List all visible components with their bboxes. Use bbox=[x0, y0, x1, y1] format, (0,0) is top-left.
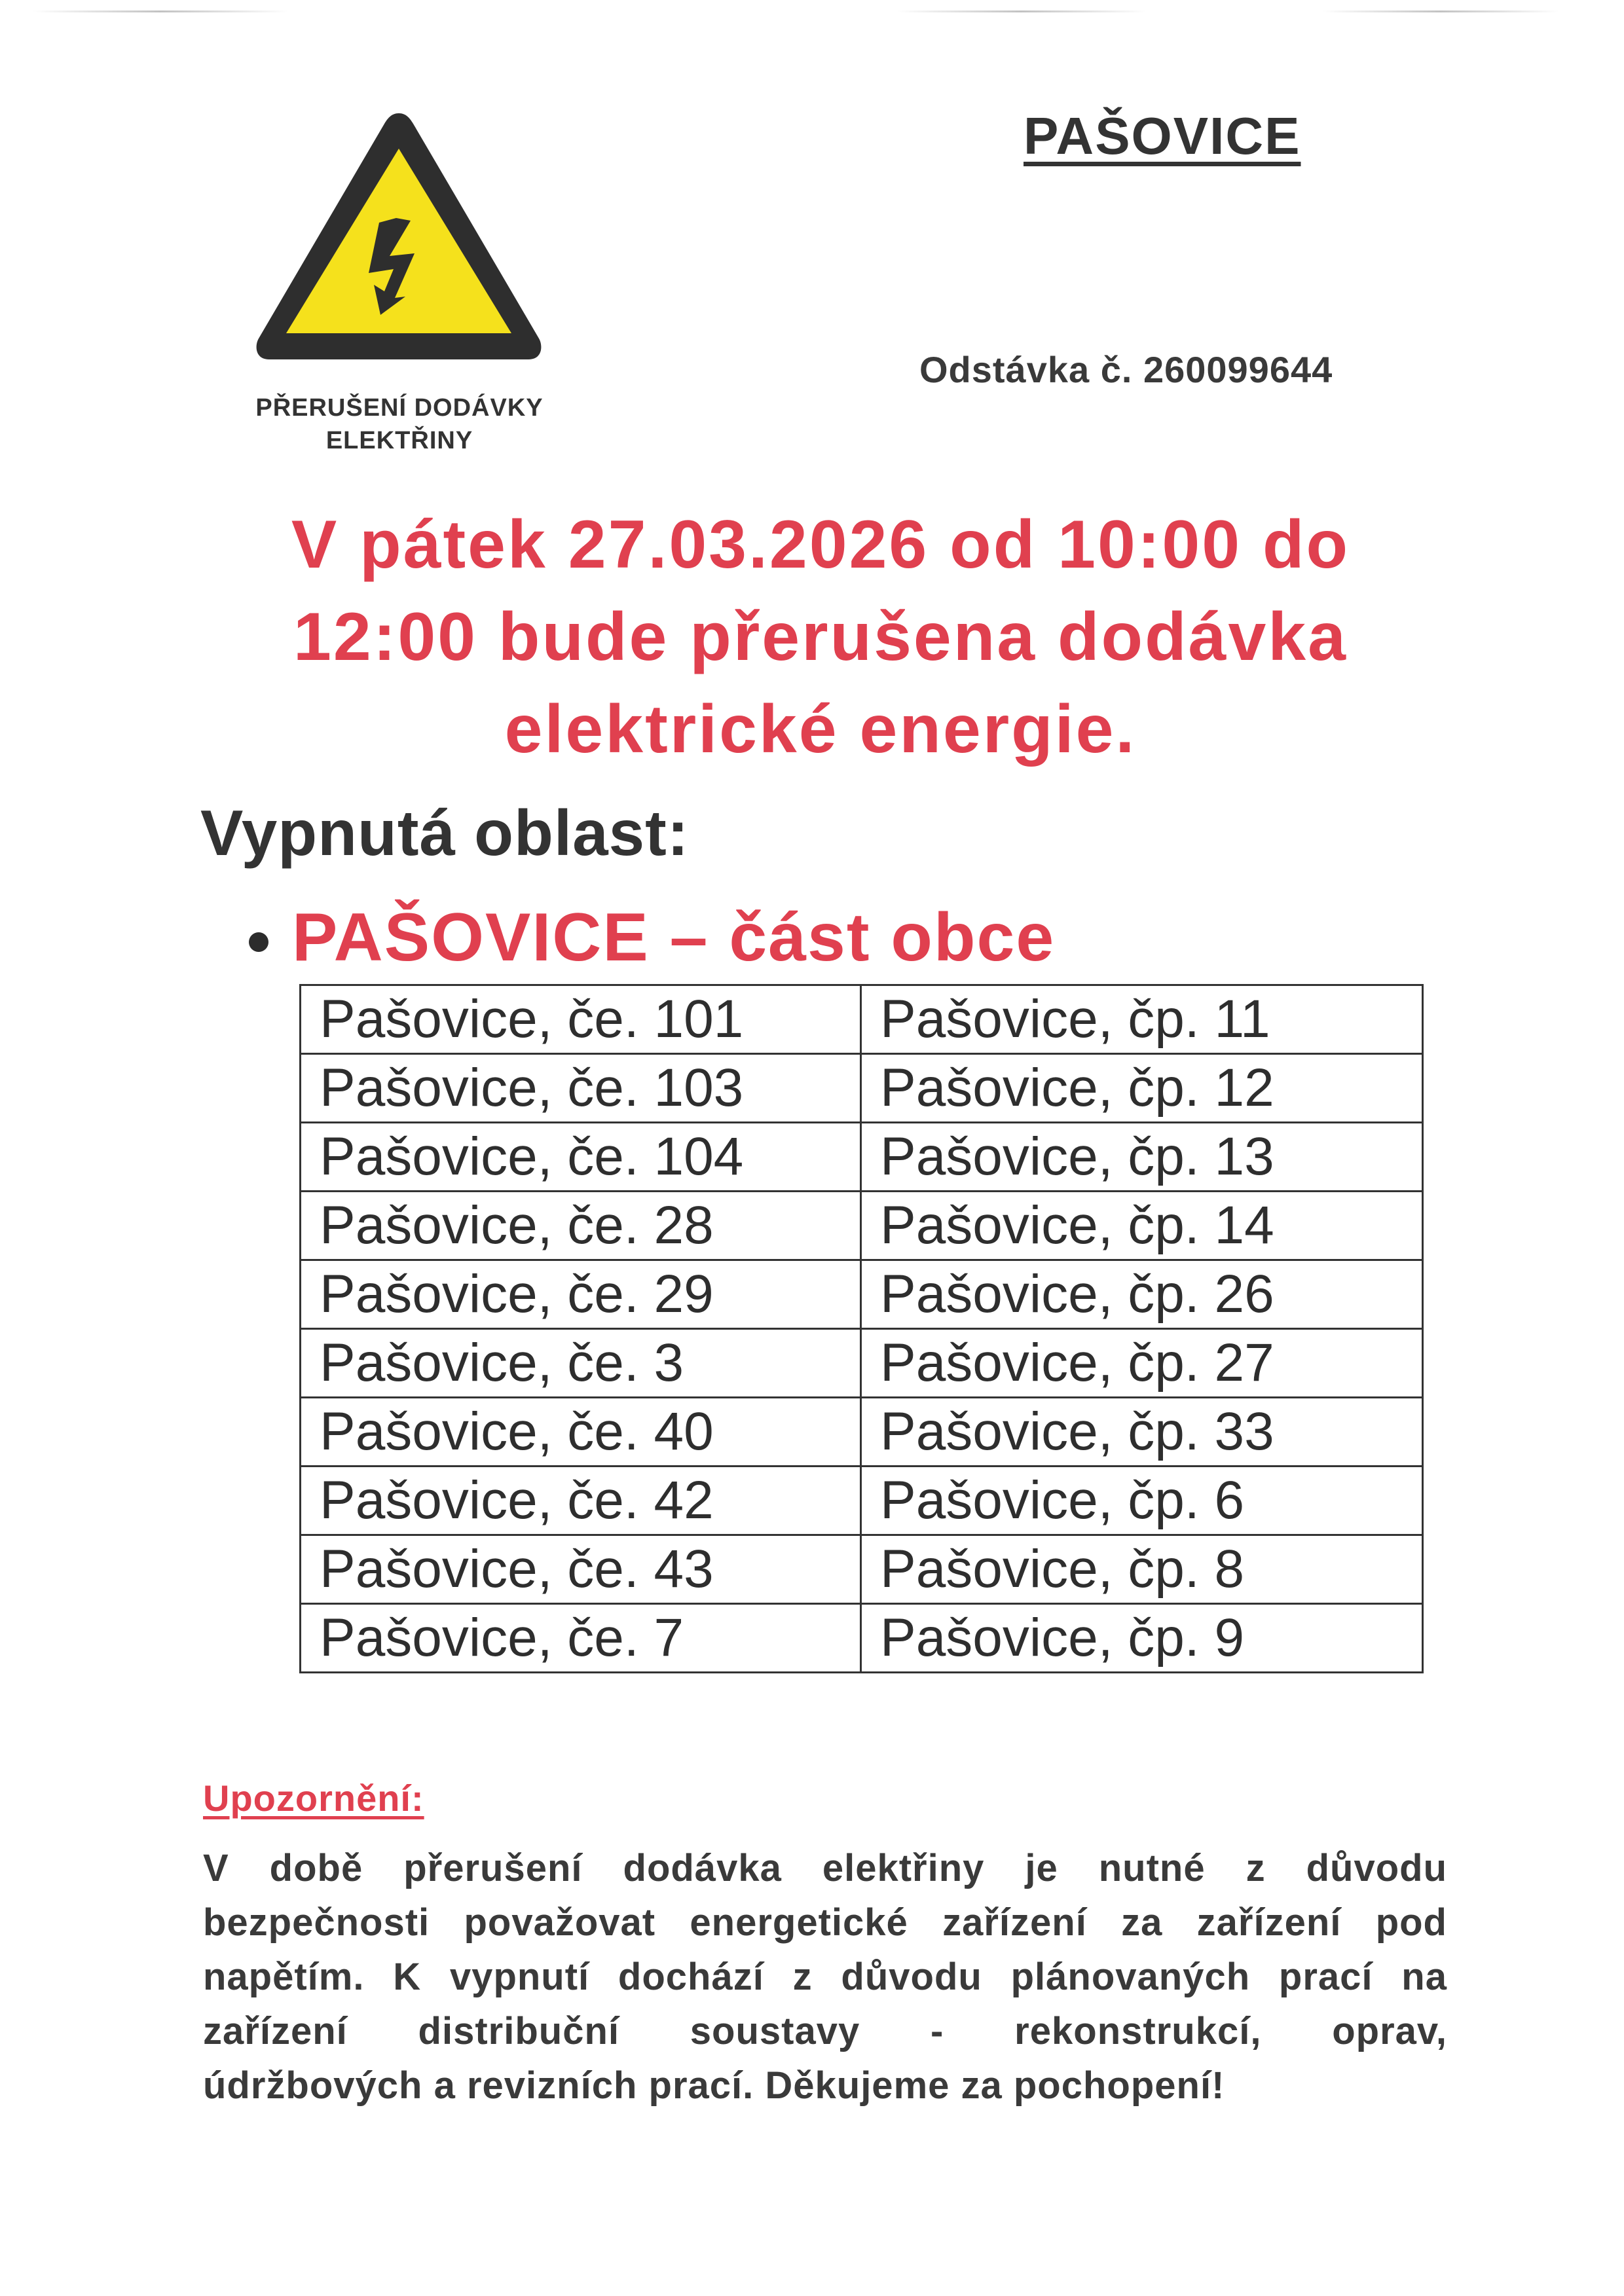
affected-area-item bbox=[249, 897, 1055, 978]
notice-line: napětím. K vypnutí dochází z důvodu plánovaných prací na bbox=[203, 1956, 1447, 1998]
table-row bbox=[301, 1467, 1423, 1535]
address-cell: Pašovice, če. 40 bbox=[301, 1398, 861, 1467]
sign-caption-line2: ELEKTŘINY bbox=[325, 427, 473, 454]
table-row bbox=[301, 1329, 1423, 1398]
high-voltage-warning-icon bbox=[251, 108, 547, 365]
table-row bbox=[301, 985, 1423, 1054]
address-cell: Pašovice, če. 3 bbox=[301, 1329, 861, 1398]
notice-line: bezpečnosti považovat energetické zařízení za zařízení pod bbox=[203, 1901, 1447, 1944]
announcement-line2: 12:00 bude přerušena dodávka bbox=[293, 599, 1348, 675]
table-row bbox=[301, 1398, 1423, 1467]
notice-line: údržbových a revizních prací. Děkujeme za pochopení! bbox=[203, 2064, 1225, 2107]
outage-number: Odstávka č. 260099644 bbox=[919, 349, 1333, 390]
notice-body bbox=[203, 1841, 1447, 2113]
address-cell: Pašovice, čp. 12 bbox=[861, 1054, 1423, 1123]
notice-line: zařízení distribuční soustavy - rekonstrukcí, oprav, bbox=[203, 2010, 1447, 2052]
address-cell: Pašovice, čp. 13 bbox=[861, 1123, 1423, 1192]
notice-title: Upozornění: bbox=[203, 1777, 424, 1819]
address-cell: Pašovice, čp. 26 bbox=[861, 1260, 1423, 1329]
address-cell: Pašovice, če. 101 bbox=[301, 985, 861, 1054]
address-cell: Pašovice, če. 103 bbox=[301, 1054, 861, 1123]
town-title: PAŠOVICE bbox=[1024, 107, 1301, 165]
address-cell: Pašovice, čp. 27 bbox=[861, 1329, 1423, 1398]
address-cell: Pašovice, če. 28 bbox=[301, 1192, 861, 1260]
address-cell: Pašovice, čp. 33 bbox=[861, 1398, 1423, 1467]
scan-artifact bbox=[897, 10, 1146, 12]
address-cell: Pašovice, čp. 11 bbox=[861, 985, 1423, 1054]
address-cell: Pašovice, čp. 8 bbox=[861, 1535, 1423, 1604]
address-cell: Pašovice, če. 43 bbox=[301, 1535, 861, 1604]
table-row bbox=[301, 1054, 1423, 1123]
scan-artifact bbox=[1323, 10, 1559, 12]
outage-announcement bbox=[196, 499, 1445, 776]
address-cell: Pašovice, če. 42 bbox=[301, 1467, 861, 1535]
address-cell: Pašovice, čp. 6 bbox=[861, 1467, 1423, 1535]
affected-area-label: Vypnutá oblast: bbox=[200, 797, 690, 869]
address-cell: Pašovice, če. 104 bbox=[301, 1123, 861, 1192]
sign-caption bbox=[196, 392, 602, 457]
sign-caption-line1: PŘERUŠENÍ DODÁVKY bbox=[255, 394, 544, 422]
announcement-line1: V pátek 27.03.2026 od 10:00 do bbox=[291, 507, 1350, 583]
scan-artifact bbox=[33, 10, 288, 12]
notice-line: V době přerušení dodávka elektřiny je nutné z důvodu bbox=[203, 1847, 1447, 1889]
address-table bbox=[299, 984, 1424, 1673]
table-row bbox=[301, 1260, 1423, 1329]
address-cell: Pašovice, če. 29 bbox=[301, 1260, 861, 1329]
table-row bbox=[301, 1535, 1423, 1604]
bullet-icon bbox=[249, 932, 268, 952]
address-cell: Pašovice, čp. 9 bbox=[861, 1604, 1423, 1673]
table-row bbox=[301, 1192, 1423, 1260]
address-cell: Pašovice, čp. 14 bbox=[861, 1192, 1423, 1260]
table-row bbox=[301, 1123, 1423, 1192]
table-row bbox=[301, 1604, 1423, 1673]
address-cell: Pašovice, če. 7 bbox=[301, 1604, 861, 1673]
affected-area-name: PAŠOVICE – část obce bbox=[292, 900, 1056, 975]
announcement-line3: elektrické energie. bbox=[504, 691, 1137, 767]
